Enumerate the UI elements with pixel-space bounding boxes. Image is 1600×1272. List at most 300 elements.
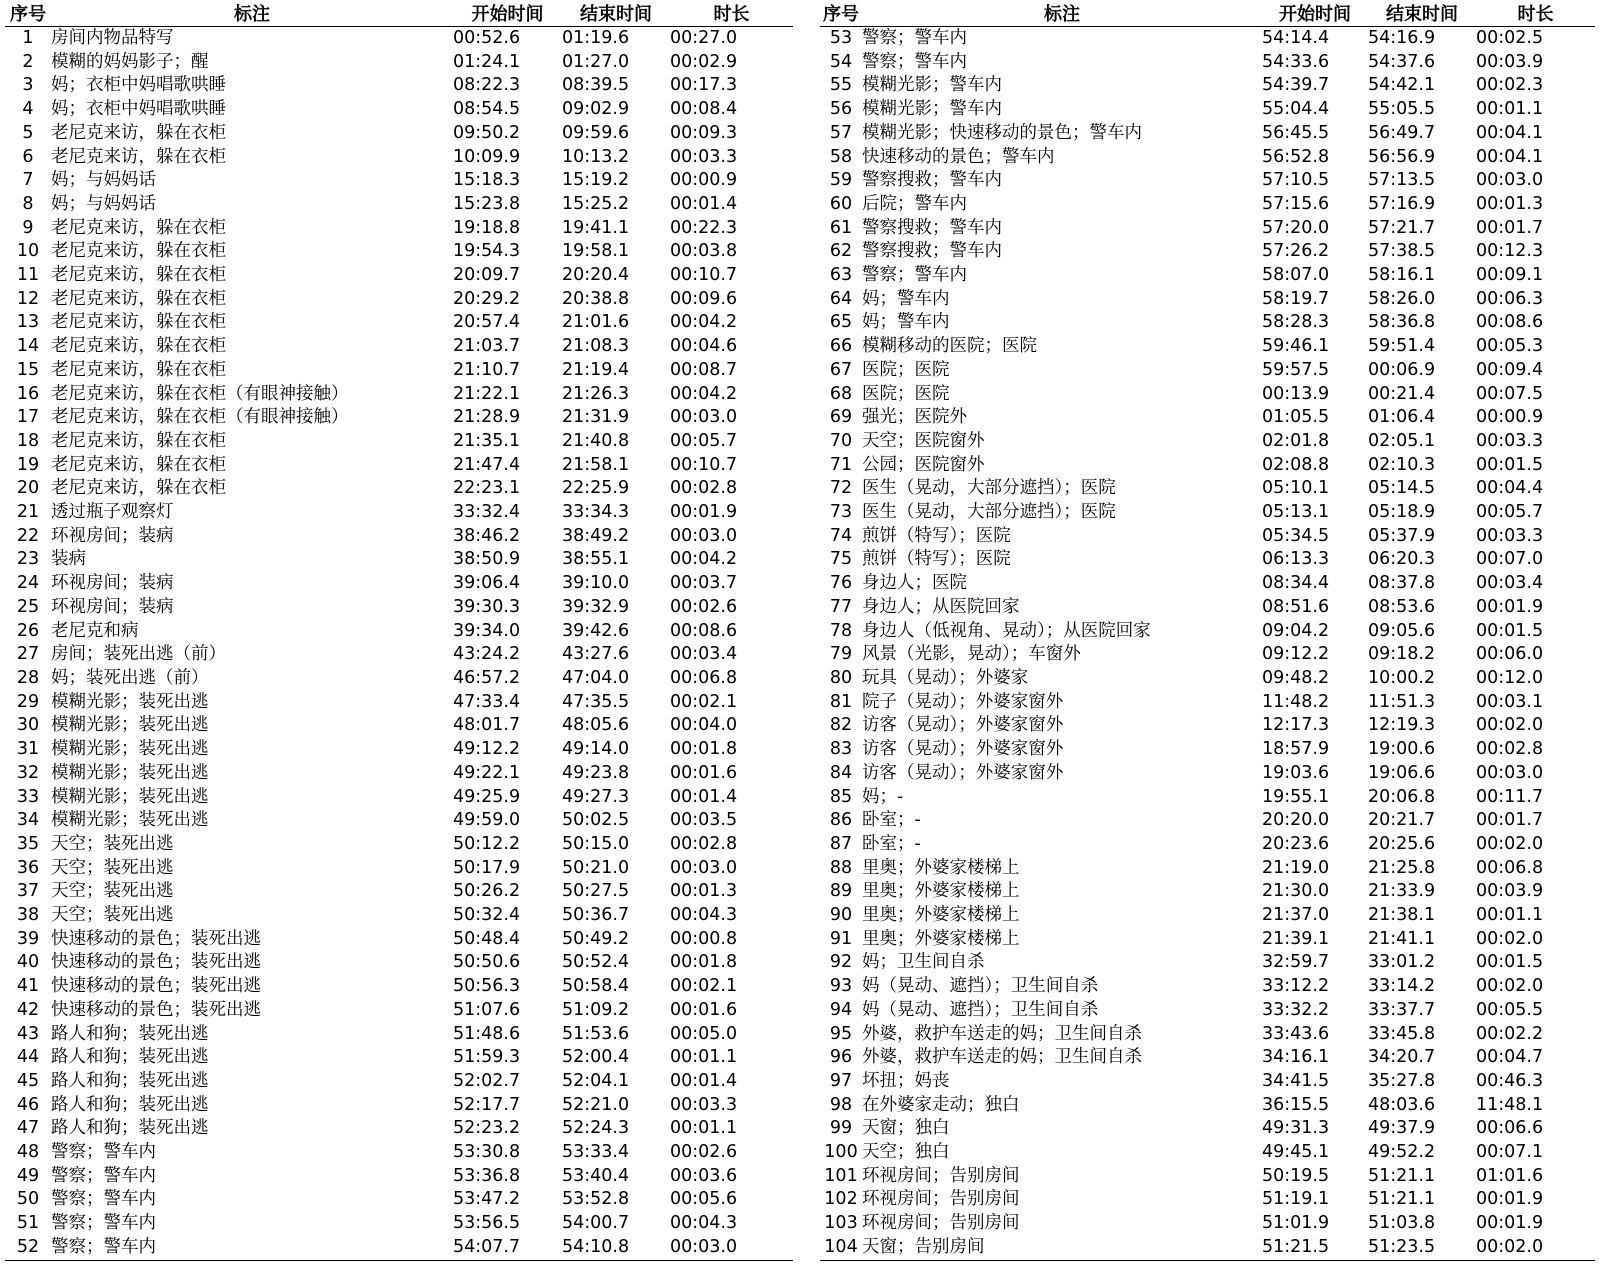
row-end-time: 50:36.7 <box>562 905 630 926</box>
row-index: 59 <box>829 170 853 191</box>
row-duration: 00:01.6 <box>670 762 738 783</box>
row-start-time: 09:48.2 <box>1262 667 1330 688</box>
row-duration: 00:02.1 <box>670 976 738 997</box>
row-end-time: 09:18.2 <box>1368 644 1436 665</box>
header-label: 标注 <box>51 0 453 27</box>
row-duration: 00:01.5 <box>1476 620 1544 641</box>
row-label: 访客（晃动）；外婆家窗外 <box>862 739 1064 760</box>
row-end-time: 39:42.6 <box>562 620 630 641</box>
row-duration: 00:04.3 <box>670 1213 738 1234</box>
row-start-time: 02:01.8 <box>1262 430 1330 451</box>
row-start-time: 49:25.9 <box>453 786 521 807</box>
row-duration: 00:01.5 <box>1476 454 1544 475</box>
row-duration: 00:00.8 <box>670 928 738 949</box>
row-end-time: 00:21.4 <box>1368 383 1436 404</box>
table-row <box>820 951 1595 975</box>
row-label: 访客（晃动）；外婆家窗外 <box>862 762 1064 783</box>
row-index: 76 <box>829 573 853 594</box>
row-label: 模糊光影；装死出逃 <box>51 691 209 712</box>
table-row <box>5 762 793 786</box>
row-index: 5 <box>22 122 34 143</box>
table-row <box>820 643 1595 667</box>
row-label: 玩具（晃动）；外婆家 <box>862 667 1029 688</box>
row-label: 天空；装死出逃 <box>51 881 174 902</box>
table-row <box>5 477 793 501</box>
row-start-time: 01:05.5 <box>1262 407 1330 428</box>
row-end-time: 19:00.6 <box>1368 739 1436 760</box>
row-label: 身边人（低视角、晃动）；从医院回家 <box>862 620 1151 641</box>
row-index: 92 <box>829 952 853 973</box>
row-end-time: 01:06.4 <box>1368 407 1436 428</box>
row-label: 天空；医院窗外 <box>862 430 985 451</box>
table-row <box>5 691 793 715</box>
row-label: 装病 <box>51 549 86 570</box>
row-duration: 00:05.6 <box>670 1189 738 1210</box>
row-duration: 00:08.7 <box>670 359 738 380</box>
row-duration: 00:02.0 <box>1476 1236 1595 1260</box>
table-row <box>5 359 793 383</box>
row-label: 模糊移动的医院；医院 <box>862 336 1037 357</box>
row-index: 1 <box>22 28 34 48</box>
row-start-time: 47:33.4 <box>453 691 521 712</box>
row-end-time: 49:27.3 <box>562 786 630 807</box>
row-end-time: 58:16.1 <box>1368 265 1436 286</box>
table-row <box>820 786 1595 810</box>
row-end-time: 15:19.2 <box>562 170 630 191</box>
row-index: 100 <box>824 1142 858 1163</box>
table-row <box>5 1212 793 1236</box>
row-label: 模糊光影；装死出逃 <box>51 810 209 831</box>
row-label: 老尼克来访，躲在衣柜 <box>51 288 226 309</box>
row-label: 天空；装死出逃 <box>51 905 174 926</box>
table-row <box>5 786 793 810</box>
row-duration: 00:01.3 <box>670 881 738 902</box>
table-row <box>5 1070 793 1094</box>
row-index: 60 <box>829 193 853 214</box>
row-label: 警察搜救；警车内 <box>862 170 1002 191</box>
table-row <box>5 288 793 312</box>
row-start-time: 01:24.1 <box>453 51 521 72</box>
table-row <box>5 548 793 572</box>
row-start-time: 49:31.3 <box>1262 1118 1330 1139</box>
row-end-time: 51:03.8 <box>1368 1213 1436 1234</box>
row-start-time: 05:13.1 <box>1262 502 1330 523</box>
row-index: 97 <box>829 1070 853 1091</box>
table-row <box>820 809 1595 833</box>
table-row <box>5 714 793 738</box>
table-row <box>5 857 793 881</box>
row-label: 环视房间；告别房间 <box>862 1213 1020 1234</box>
table-row <box>5 264 793 288</box>
row-label: 医生（晃动，大部分遮挡）；医院 <box>862 478 1116 499</box>
table-row <box>820 1165 1595 1189</box>
row-duration: 00:00.9 <box>670 170 738 191</box>
row-duration: 00:07.0 <box>1476 549 1544 570</box>
row-start-time: 38:46.2 <box>453 525 521 546</box>
row-end-time: 57:38.5 <box>1368 241 1436 262</box>
table-row <box>820 383 1595 407</box>
row-start-time: 21:47.4 <box>453 454 521 475</box>
table-row <box>5 193 793 217</box>
row-start-time: 52:02.7 <box>453 1070 521 1091</box>
row-label: 外婆，救护车送走的妈；卫生间自杀 <box>862 1023 1142 1044</box>
row-index: 7 <box>22 170 34 191</box>
table-row <box>5 1188 793 1212</box>
row-duration: 00:12.3 <box>1476 241 1544 262</box>
row-end-time: 20:38.8 <box>562 288 630 309</box>
table-row <box>5 169 793 193</box>
row-duration: 00:03.4 <box>1476 573 1544 594</box>
row-label: 快速移动的景色；装死出逃 <box>51 999 261 1020</box>
header-label: 标注 <box>862 0 1262 27</box>
row-end-time: 47:35.5 <box>562 691 630 712</box>
row-index: 2 <box>22 51 34 72</box>
row-duration: 00:01.1 <box>670 1047 738 1068</box>
row-end-time: 52:00.4 <box>562 1047 630 1068</box>
table-row <box>5 74 793 98</box>
table-row <box>820 1070 1595 1094</box>
row-label: 妈；装死出逃（前） <box>51 667 209 688</box>
row-label: 老尼克来访，躲在衣柜 <box>51 336 226 357</box>
row-duration: 00:04.6 <box>670 336 738 357</box>
row-index: 75 <box>829 549 853 570</box>
table-row <box>820 738 1595 762</box>
header-index: 序号 <box>820 0 862 27</box>
row-start-time: 50:17.9 <box>453 857 521 878</box>
table-row <box>820 169 1595 193</box>
row-index: 26 <box>16 620 40 641</box>
row-duration: 00:02.8 <box>670 833 738 854</box>
table-row <box>820 880 1595 904</box>
table-row <box>5 335 793 359</box>
row-start-time: 51:21.5 <box>1262 1236 1368 1260</box>
row-label: 警察；警车内 <box>862 28 967 48</box>
row-index: 3 <box>22 75 34 96</box>
table-row <box>5 1236 793 1260</box>
row-index: 61 <box>829 217 853 238</box>
row-index: 33 <box>16 786 40 807</box>
row-end-time: 06:20.3 <box>1368 549 1436 570</box>
row-duration: 00:03.3 <box>670 146 738 167</box>
row-end-time: 53:40.4 <box>562 1165 630 1186</box>
row-duration: 00:03.0 <box>670 1236 793 1260</box>
row-label: 里奥；外婆家楼梯上 <box>862 928 1020 949</box>
table-row <box>5 51 793 75</box>
row-end-time: 39:10.0 <box>562 573 630 594</box>
row-index: 49 <box>16 1165 40 1186</box>
row-index: 27 <box>16 644 40 665</box>
row-duration: 00:03.0 <box>670 857 738 878</box>
row-end-time: 21:31.9 <box>562 407 630 428</box>
row-index: 50 <box>16 1189 40 1210</box>
row-duration: 00:03.3 <box>1476 525 1544 546</box>
table-row <box>820 193 1595 217</box>
row-start-time: 38:50.9 <box>453 549 521 570</box>
row-label: 快速移动的景色；装死出逃 <box>51 952 261 973</box>
row-duration: 00:01.4 <box>670 786 738 807</box>
row-label: 模糊光影；快速移动的景色；警车内 <box>862 122 1142 143</box>
row-duration: 00:01.7 <box>1476 217 1544 238</box>
row-start-time: 53:36.8 <box>453 1165 521 1186</box>
row-label: 妈；警车内 <box>862 288 950 309</box>
row-end-time: 59:51.4 <box>1368 336 1436 357</box>
row-start-time: 50:12.2 <box>453 833 521 854</box>
row-start-time: 19:18.8 <box>453 217 521 238</box>
row-duration: 00:07.5 <box>1476 383 1544 404</box>
row-start-time: 21:03.7 <box>453 336 521 357</box>
row-index: 102 <box>824 1189 858 1210</box>
row-label: 天空；独白 <box>862 1142 950 1163</box>
row-end-time: 09:59.6 <box>562 122 630 143</box>
row-end-time: 00:06.9 <box>1368 359 1436 380</box>
table-header <box>5 0 793 27</box>
table-row <box>820 430 1595 454</box>
row-duration: 00:02.1 <box>670 691 738 712</box>
table-row <box>820 122 1595 146</box>
row-index: 17 <box>16 407 40 428</box>
row-start-time: 48:01.7 <box>453 715 521 736</box>
row-label: 老尼克来访，躲在衣柜 <box>51 241 226 262</box>
row-label: 环视房间；装病 <box>51 573 174 594</box>
row-duration: 00:03.9 <box>1476 51 1544 72</box>
row-start-time: 21:19.0 <box>1262 857 1330 878</box>
row-label: 外婆，救护车送走的妈；卫生间自杀 <box>862 1047 1142 1068</box>
row-start-time: 15:23.8 <box>453 193 521 214</box>
row-index: 58 <box>829 146 853 167</box>
row-duration: 00:02.8 <box>670 478 738 499</box>
row-end-time: 21:26.3 <box>562 383 630 404</box>
row-label: 院子（晃动）；外婆家窗外 <box>862 691 1064 712</box>
row-index: 62 <box>829 241 853 262</box>
row-label: 路人和狗；装死出逃 <box>51 1118 209 1139</box>
row-start-time: 11:48.2 <box>1262 691 1330 712</box>
row-start-time: 21:22.1 <box>453 383 521 404</box>
table-row <box>820 1117 1595 1141</box>
row-label: 警察；警车内 <box>862 265 967 286</box>
row-start-time: 02:08.8 <box>1262 454 1330 475</box>
row-end-time: 49:14.0 <box>562 739 630 760</box>
row-index: 36 <box>16 857 40 878</box>
table-row <box>820 667 1595 691</box>
row-start-time: 57:26.2 <box>1262 241 1330 262</box>
table-row <box>820 762 1595 786</box>
row-end-time: 19:58.1 <box>562 241 630 262</box>
row-index: 9 <box>22 217 34 238</box>
row-end-time: 21:41.1 <box>1368 928 1436 949</box>
row-start-time: 18:57.9 <box>1262 739 1330 760</box>
row-end-time: 05:37.9 <box>1368 525 1436 546</box>
row-start-time: 33:12.2 <box>1262 976 1330 997</box>
row-index: 34 <box>16 810 40 831</box>
table-row <box>820 146 1595 170</box>
row-duration: 00:02.6 <box>670 596 738 617</box>
row-index: 87 <box>829 833 853 854</box>
row-duration: 00:04.1 <box>1476 146 1544 167</box>
row-index: 78 <box>829 620 853 641</box>
table-row <box>820 264 1595 288</box>
row-start-time: 00:13.9 <box>1262 383 1330 404</box>
table-row <box>820 928 1595 952</box>
row-index: 98 <box>829 1094 853 1115</box>
row-label: 环视房间；装病 <box>51 525 174 546</box>
row-start-time: 39:30.3 <box>453 596 521 617</box>
row-index: 25 <box>16 596 40 617</box>
table-row <box>820 596 1595 620</box>
row-duration: 00:01.5 <box>1476 952 1544 973</box>
row-index: 101 <box>824 1165 858 1186</box>
row-end-time: 09:02.9 <box>562 99 630 120</box>
table-row <box>820 51 1595 75</box>
row-duration: 00:10.7 <box>670 454 738 475</box>
row-duration: 00:03.7 <box>670 573 738 594</box>
row-end-time: 47:04.0 <box>562 667 630 688</box>
row-label: 医生（晃动，大部分遮挡）；医院 <box>862 502 1116 523</box>
row-start-time: 46:57.2 <box>453 667 521 688</box>
header-start-time: 开始时间 <box>1262 0 1368 27</box>
row-label: 环视房间；装病 <box>51 596 174 617</box>
table-row <box>820 359 1595 383</box>
row-duration: 00:06.3 <box>1476 288 1544 309</box>
row-label: 警察搜救；警车内 <box>862 217 1002 238</box>
row-label: 在外婆家走动；独白 <box>862 1094 1020 1115</box>
row-start-time: 34:16.1 <box>1262 1047 1330 1068</box>
table-row <box>820 477 1595 501</box>
row-end-time: 01:27.0 <box>562 51 630 72</box>
row-duration: 00:02.0 <box>1476 976 1544 997</box>
row-duration: 00:01.8 <box>670 952 738 973</box>
row-index: 103 <box>824 1213 858 1234</box>
row-index: 15 <box>16 359 40 380</box>
table-row <box>5 667 793 691</box>
row-label: 老尼克来访，躲在衣柜 <box>51 265 226 286</box>
row-label: 路人和狗；装死出逃 <box>51 1047 209 1068</box>
row-end-time: 57:21.7 <box>1368 217 1436 238</box>
row-label: 房间内物品特写 <box>51 28 174 48</box>
table-row <box>5 406 793 430</box>
row-label: 妈；- <box>862 786 904 807</box>
row-label: 妈；与妈妈话 <box>51 170 156 191</box>
row-index: 55 <box>829 75 853 96</box>
row-end-time: 33:14.2 <box>1368 976 1436 997</box>
row-end-time: 57:13.5 <box>1368 170 1436 191</box>
row-index: 32 <box>16 762 40 783</box>
table-row <box>820 1094 1595 1118</box>
table-row <box>820 857 1595 881</box>
row-end-time: 19:41.1 <box>562 217 630 238</box>
row-label: 警察；警车内 <box>51 1189 156 1210</box>
row-start-time: 12:17.3 <box>1262 715 1330 736</box>
table-row <box>820 999 1595 1023</box>
table-row <box>820 27 1595 51</box>
row-end-time: 54:37.6 <box>1368 51 1436 72</box>
row-end-time: 38:55.1 <box>562 549 630 570</box>
table-row <box>5 833 793 857</box>
row-start-time: 34:41.5 <box>1262 1070 1330 1091</box>
row-index: 46 <box>16 1094 40 1115</box>
table-row <box>820 1236 1595 1260</box>
row-start-time: 20:57.4 <box>453 312 521 333</box>
row-start-time: 19:54.3 <box>453 241 521 262</box>
row-start-time: 50:32.4 <box>453 905 521 926</box>
table-row <box>5 454 793 478</box>
row-start-time: 58:19.7 <box>1262 288 1330 309</box>
row-end-time: 21:40.8 <box>562 430 630 451</box>
row-duration: 00:03.0 <box>1476 170 1544 191</box>
row-end-time: 02:05.1 <box>1368 430 1436 451</box>
row-duration: 00:17.3 <box>670 75 738 96</box>
row-start-time: 59:46.1 <box>1262 336 1330 357</box>
row-end-time: 49:23.8 <box>562 762 630 783</box>
row-end-time: 56:49.7 <box>1368 122 1436 143</box>
row-index: 83 <box>829 739 853 760</box>
row-index: 71 <box>829 454 853 475</box>
row-start-time: 08:51.6 <box>1262 596 1330 617</box>
table-row <box>5 880 793 904</box>
row-start-time: 50:48.4 <box>453 928 521 949</box>
row-start-time: 36:15.5 <box>1262 1094 1330 1115</box>
row-end-time: 05:14.5 <box>1368 478 1436 499</box>
row-index: 31 <box>16 739 40 760</box>
row-end-time: 49:37.9 <box>1368 1118 1436 1139</box>
row-start-time: 08:34.4 <box>1262 573 1330 594</box>
row-label: 模糊光影；装死出逃 <box>51 739 209 760</box>
row-start-time: 49:22.1 <box>453 762 521 783</box>
row-start-time: 20:09.7 <box>453 265 521 286</box>
row-start-time: 55:04.4 <box>1262 99 1330 120</box>
table-row <box>5 1094 793 1118</box>
row-index: 35 <box>16 833 40 854</box>
row-start-time: 57:20.0 <box>1262 217 1330 238</box>
row-index: 86 <box>829 810 853 831</box>
table-row <box>820 74 1595 98</box>
row-start-time: 00:52.6 <box>453 28 521 48</box>
header-duration: 时长 <box>1476 0 1595 27</box>
row-start-time: 33:32.2 <box>1262 999 1330 1020</box>
table-row <box>5 122 793 146</box>
table-row <box>5 383 793 407</box>
row-end-time: 50:27.5 <box>562 881 630 902</box>
table-row <box>5 999 793 1023</box>
table-row <box>5 975 793 999</box>
table-row <box>5 1141 793 1165</box>
row-index: 56 <box>829 99 853 120</box>
row-duration: 00:03.0 <box>670 525 738 546</box>
row-start-time: 59:57.5 <box>1262 359 1330 380</box>
row-start-time: 33:32.4 <box>453 502 521 523</box>
table-row <box>820 1212 1595 1236</box>
row-start-time: 50:56.3 <box>453 976 521 997</box>
row-index: 19 <box>16 454 40 475</box>
row-duration: 00:06.0 <box>1476 644 1544 665</box>
table-row <box>5 217 793 241</box>
table-row <box>5 240 793 264</box>
row-duration: 00:04.2 <box>670 312 738 333</box>
table-row <box>820 240 1595 264</box>
row-label: 里奥；外婆家楼梯上 <box>862 857 1020 878</box>
header-index: 序号 <box>5 0 51 27</box>
row-end-time: 50:02.5 <box>562 810 630 831</box>
row-start-time: 33:43.6 <box>1262 1023 1330 1044</box>
row-label: 老尼克来访，躲在衣柜 <box>51 359 226 380</box>
row-start-time: 19:55.1 <box>1262 786 1330 807</box>
row-label: 老尼克来访，躲在衣柜 <box>51 454 226 475</box>
table-row <box>5 904 793 928</box>
row-start-time: 51:07.6 <box>453 999 521 1020</box>
row-index: 39 <box>16 928 40 949</box>
row-start-time: 21:28.9 <box>453 407 521 428</box>
row-duration: 00:02.0 <box>1476 833 1544 854</box>
row-duration: 00:05.7 <box>1476 502 1544 523</box>
